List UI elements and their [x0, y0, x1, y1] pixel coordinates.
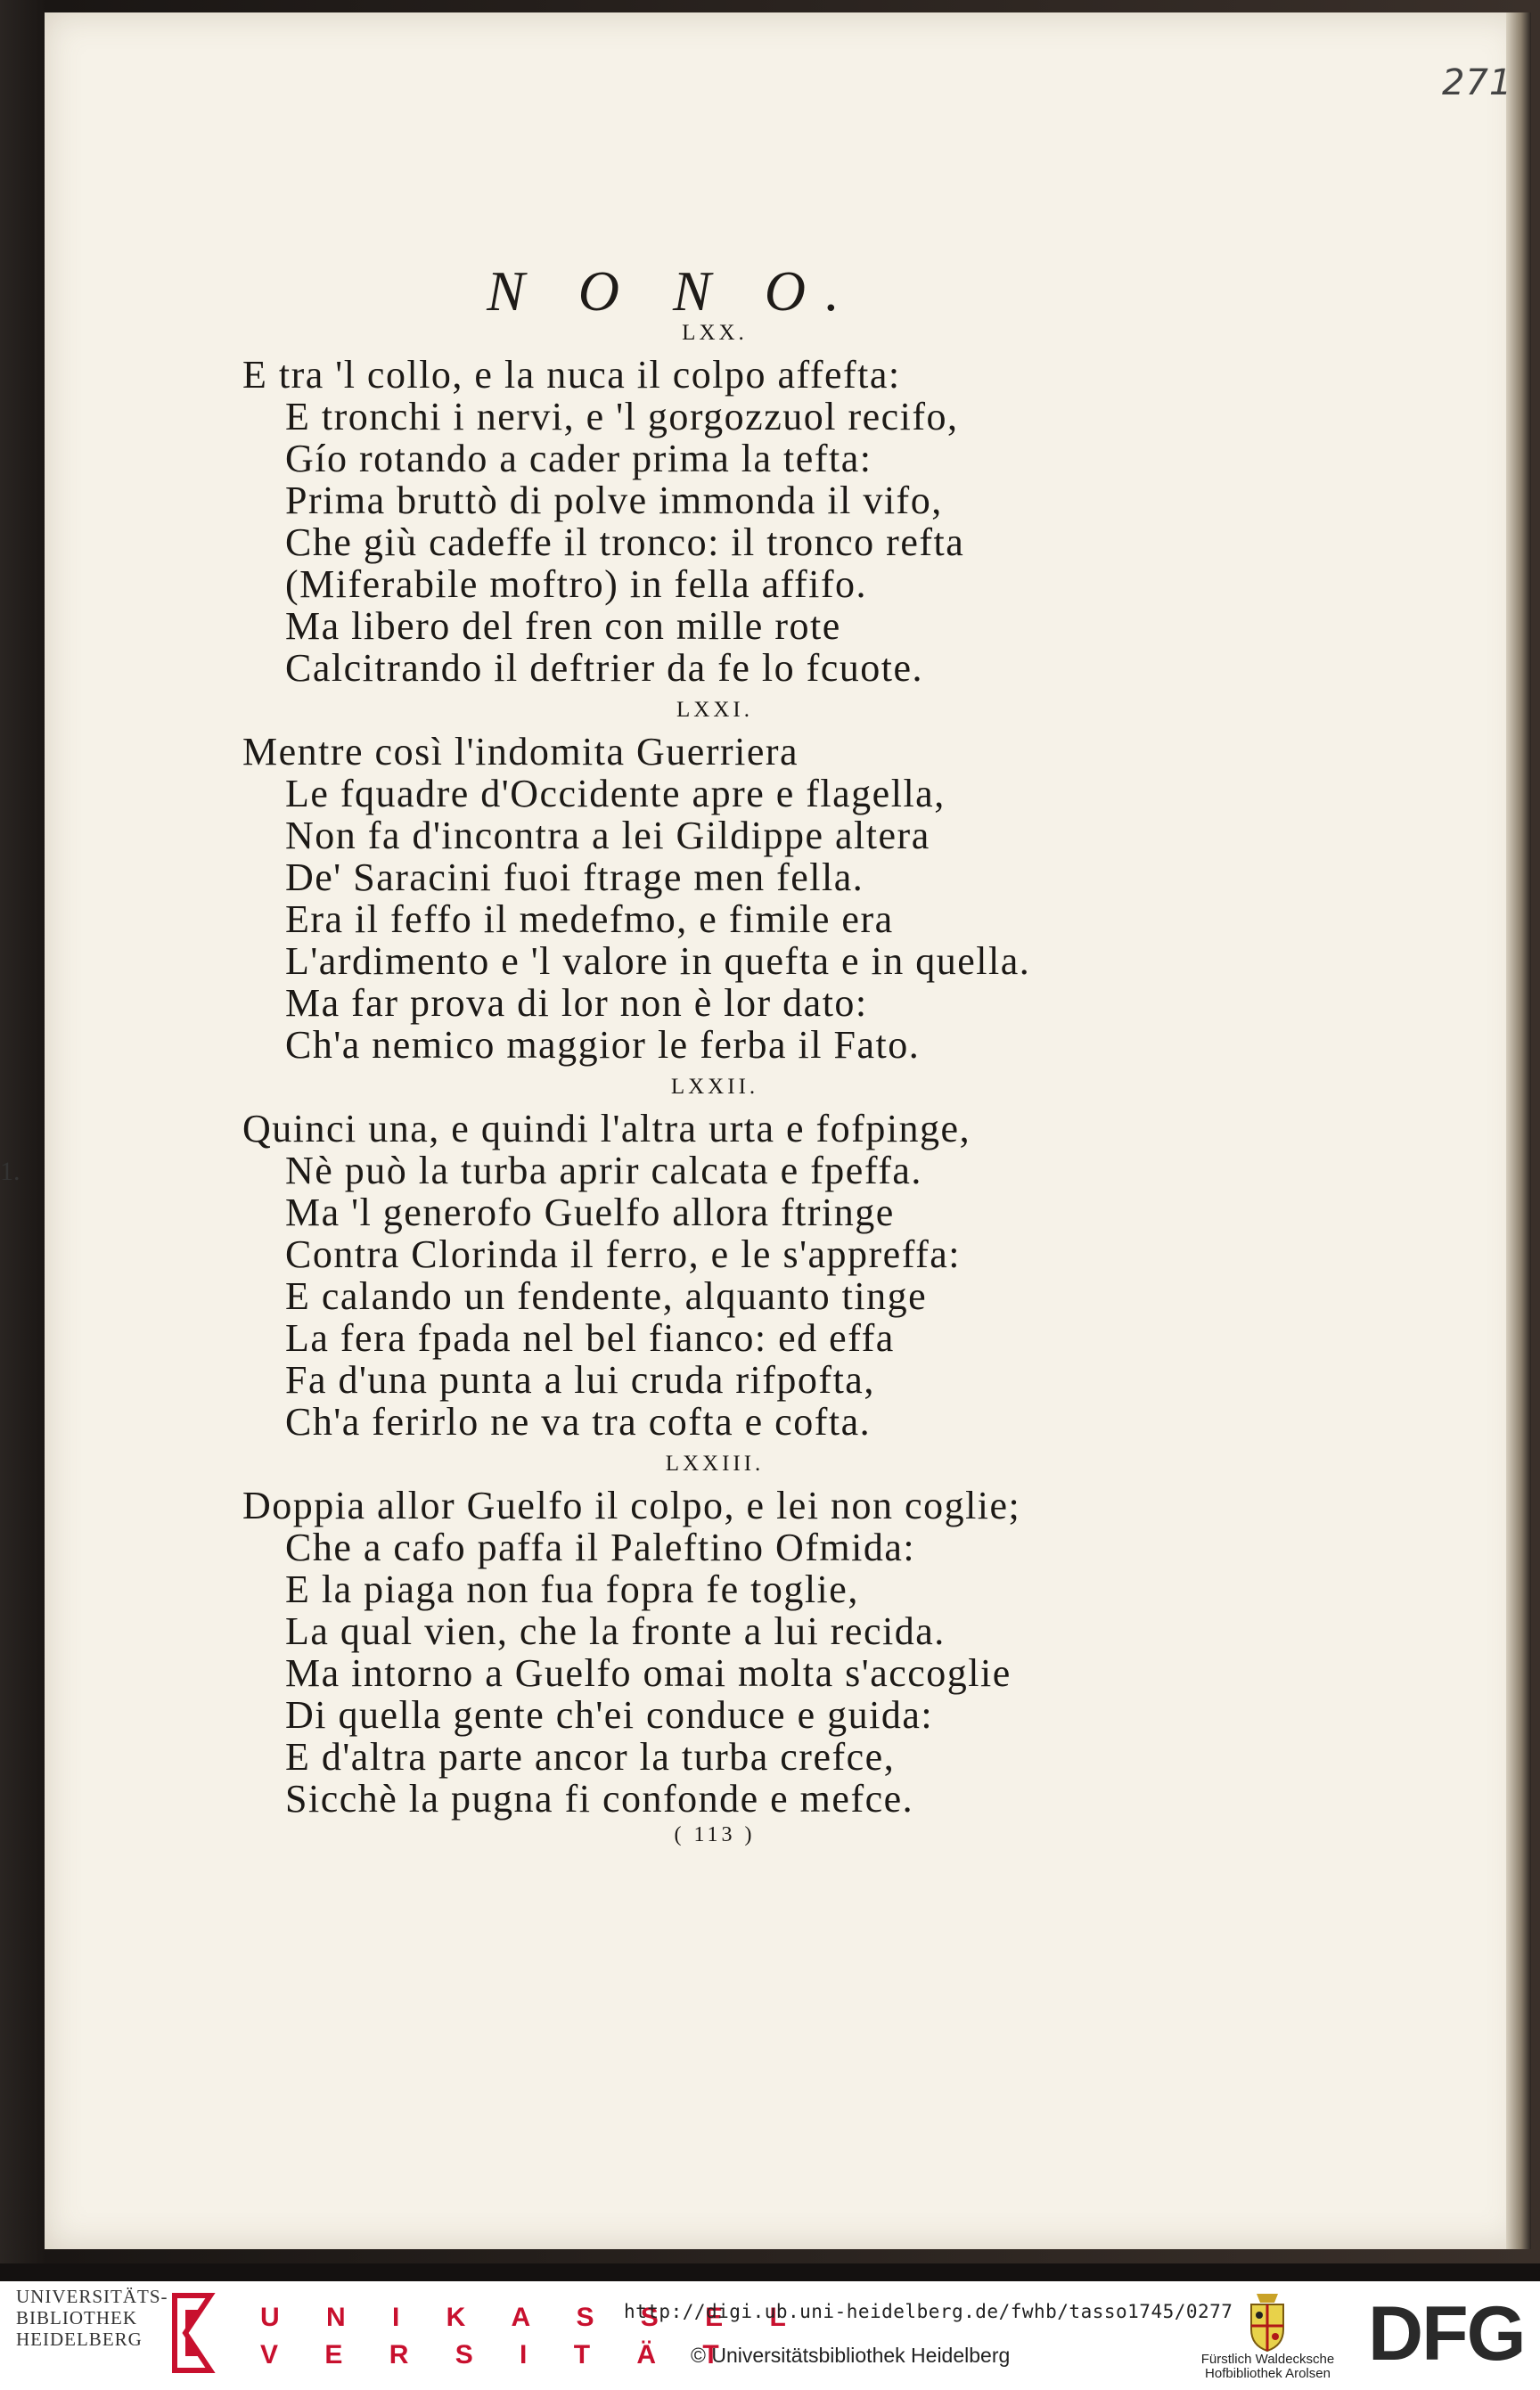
verse-line: Ch'a nemico maggior le ferba il Fato.: [285, 1023, 921, 1067]
verse-line: Ma far prova di lor non è lor dato:: [285, 981, 868, 1025]
logo-line: BIBLIOTHEK: [16, 2307, 137, 2329]
verse-line: Ma 'l generofo Guelfo allora ftringe: [285, 1191, 895, 1234]
stanza: [242, 1066, 1151, 1443]
stanza-number: LXXII.: [670, 1075, 759, 1099]
verse-line: (Miferabile moftro) in fella affifo.: [285, 562, 868, 606]
verse-line: E la piaga non fua fopra fe toglie,: [285, 1567, 859, 1611]
verse-line: Fa d'una punta a lui cruda rifpofta,: [285, 1358, 875, 1402]
stanza-number: LXXI.: [676, 698, 753, 722]
verse-line: Prima bruttò di polve immonda il vifo,: [285, 479, 943, 522]
verse-line: De' Saracini fuoi ftrage men fella.: [285, 855, 864, 899]
folio-number: 271: [1442, 62, 1513, 103]
verse-line: La fera fpada nel bel fianco: ed effa: [285, 1316, 895, 1360]
verse-line: Calcitrando il deftrier da fe lo fcuote.: [285, 646, 924, 690]
stanza: [242, 689, 1151, 1066]
stanza-number: LXX.: [682, 321, 748, 345]
verse-line: Non fa d'incontra a lei Gildippe altera: [285, 814, 930, 857]
verse-block: [242, 312, 1151, 1850]
page-number: ( 113 ): [674, 1823, 756, 1846]
verse-line: Che giù cadeffe il tronco: il tronco refta: [285, 520, 965, 564]
dfg-logo[interactable]: DFG: [1368, 2291, 1525, 2377]
waldeck-line: Hofbibliothek Arolsen: [1205, 2366, 1331, 2381]
verse-line: E d'altra parte ancor la turba crefce,: [285, 1735, 896, 1779]
verse-line: Nè può la turba aprir calcata e fpeffa.: [285, 1149, 922, 1192]
permalink[interactable]: http://digi.ub.uni-heidelberg.de/fwhb/tasso1745/0277: [624, 2301, 1233, 2322]
verse-line: Contra Clorinda il ferro, e le s'appreffa:: [285, 1232, 961, 1276]
kassel-logo-icon: [168, 2292, 217, 2374]
verse-line: Doppia allor Guelfo il colpo, e lei non coglie;: [242, 1484, 1021, 1527]
verse-line: Gío rotando a cader prima la tefta:: [285, 437, 872, 480]
waldeck-line: Fürstlich Waldecksche: [1200, 2352, 1335, 2367]
stanza: [242, 312, 1151, 689]
stanza: [242, 1443, 1151, 1820]
kassel-top-text: U N I K A S S E L: [260, 2303, 806, 2332]
waldeck-crest-icon: [1246, 2290, 1289, 2353]
verse-line: Ma intorno a Guelfo omai molta s'accoglie: [285, 1651, 1012, 1695]
verse-line: L'ardimento e 'l valore in quefta e in quella.: [285, 939, 1031, 983]
verse-line: Che a cafo paffa il Paleftino Ofmida:: [285, 1526, 916, 1569]
verse-line: E calando un fendente, alquanto tinge: [285, 1274, 928, 1318]
running-head: N O N O.: [487, 259, 859, 323]
verse-line: Ch'a ferirlo ne va tra cofta e cofta.: [285, 1400, 872, 1444]
verse-line: E tra 'l collo, e la nuca il colpo affefta:: [242, 353, 901, 397]
verse-line: Era il feffo il medefmo, e fimile era: [285, 897, 894, 941]
logo-line: UNIVERSITÄTS-: [16, 2286, 168, 2307]
verse-line: Mentre così l'indomita Guerriera: [242, 730, 799, 773]
footer-bar: [0, 2281, 1540, 2390]
kassel-bottom-text: V E R S I T Ä T: [260, 2340, 739, 2370]
stanza-number: LXXIII.: [665, 1452, 765, 1476]
verse-line: Sicchè la pugna fi confonde e mefce.: [285, 1777, 914, 1821]
copyright-notice: © Universitätsbibliothek Heidelberg: [691, 2344, 1011, 2367]
page-edge: [1506, 12, 1531, 2249]
verse-line: Quinci una, e quindi l'altra urta e fofpinge,: [242, 1107, 971, 1150]
margin-mark: 1.: [0, 1157, 20, 1186]
waldeck-library-label: [1190, 2353, 1346, 2381]
logo-line: HEIDELBERG: [16, 2329, 143, 2350]
verse-line: Le fquadre d'Occidente apre e flagella,: [285, 772, 946, 815]
verse-line: La qual vien, che la fronte a lui recida.: [285, 1609, 946, 1653]
heidelberg-library-logo[interactable]: [16, 2287, 168, 2351]
verse-line: Ma libero del fren con mille rote: [285, 604, 841, 648]
verse-line: E tronchi i nervi, e 'l gorgozzuol recifo,: [285, 395, 959, 438]
verse-line: Di quella gente ch'ei conduce e guida:: [285, 1693, 934, 1737]
